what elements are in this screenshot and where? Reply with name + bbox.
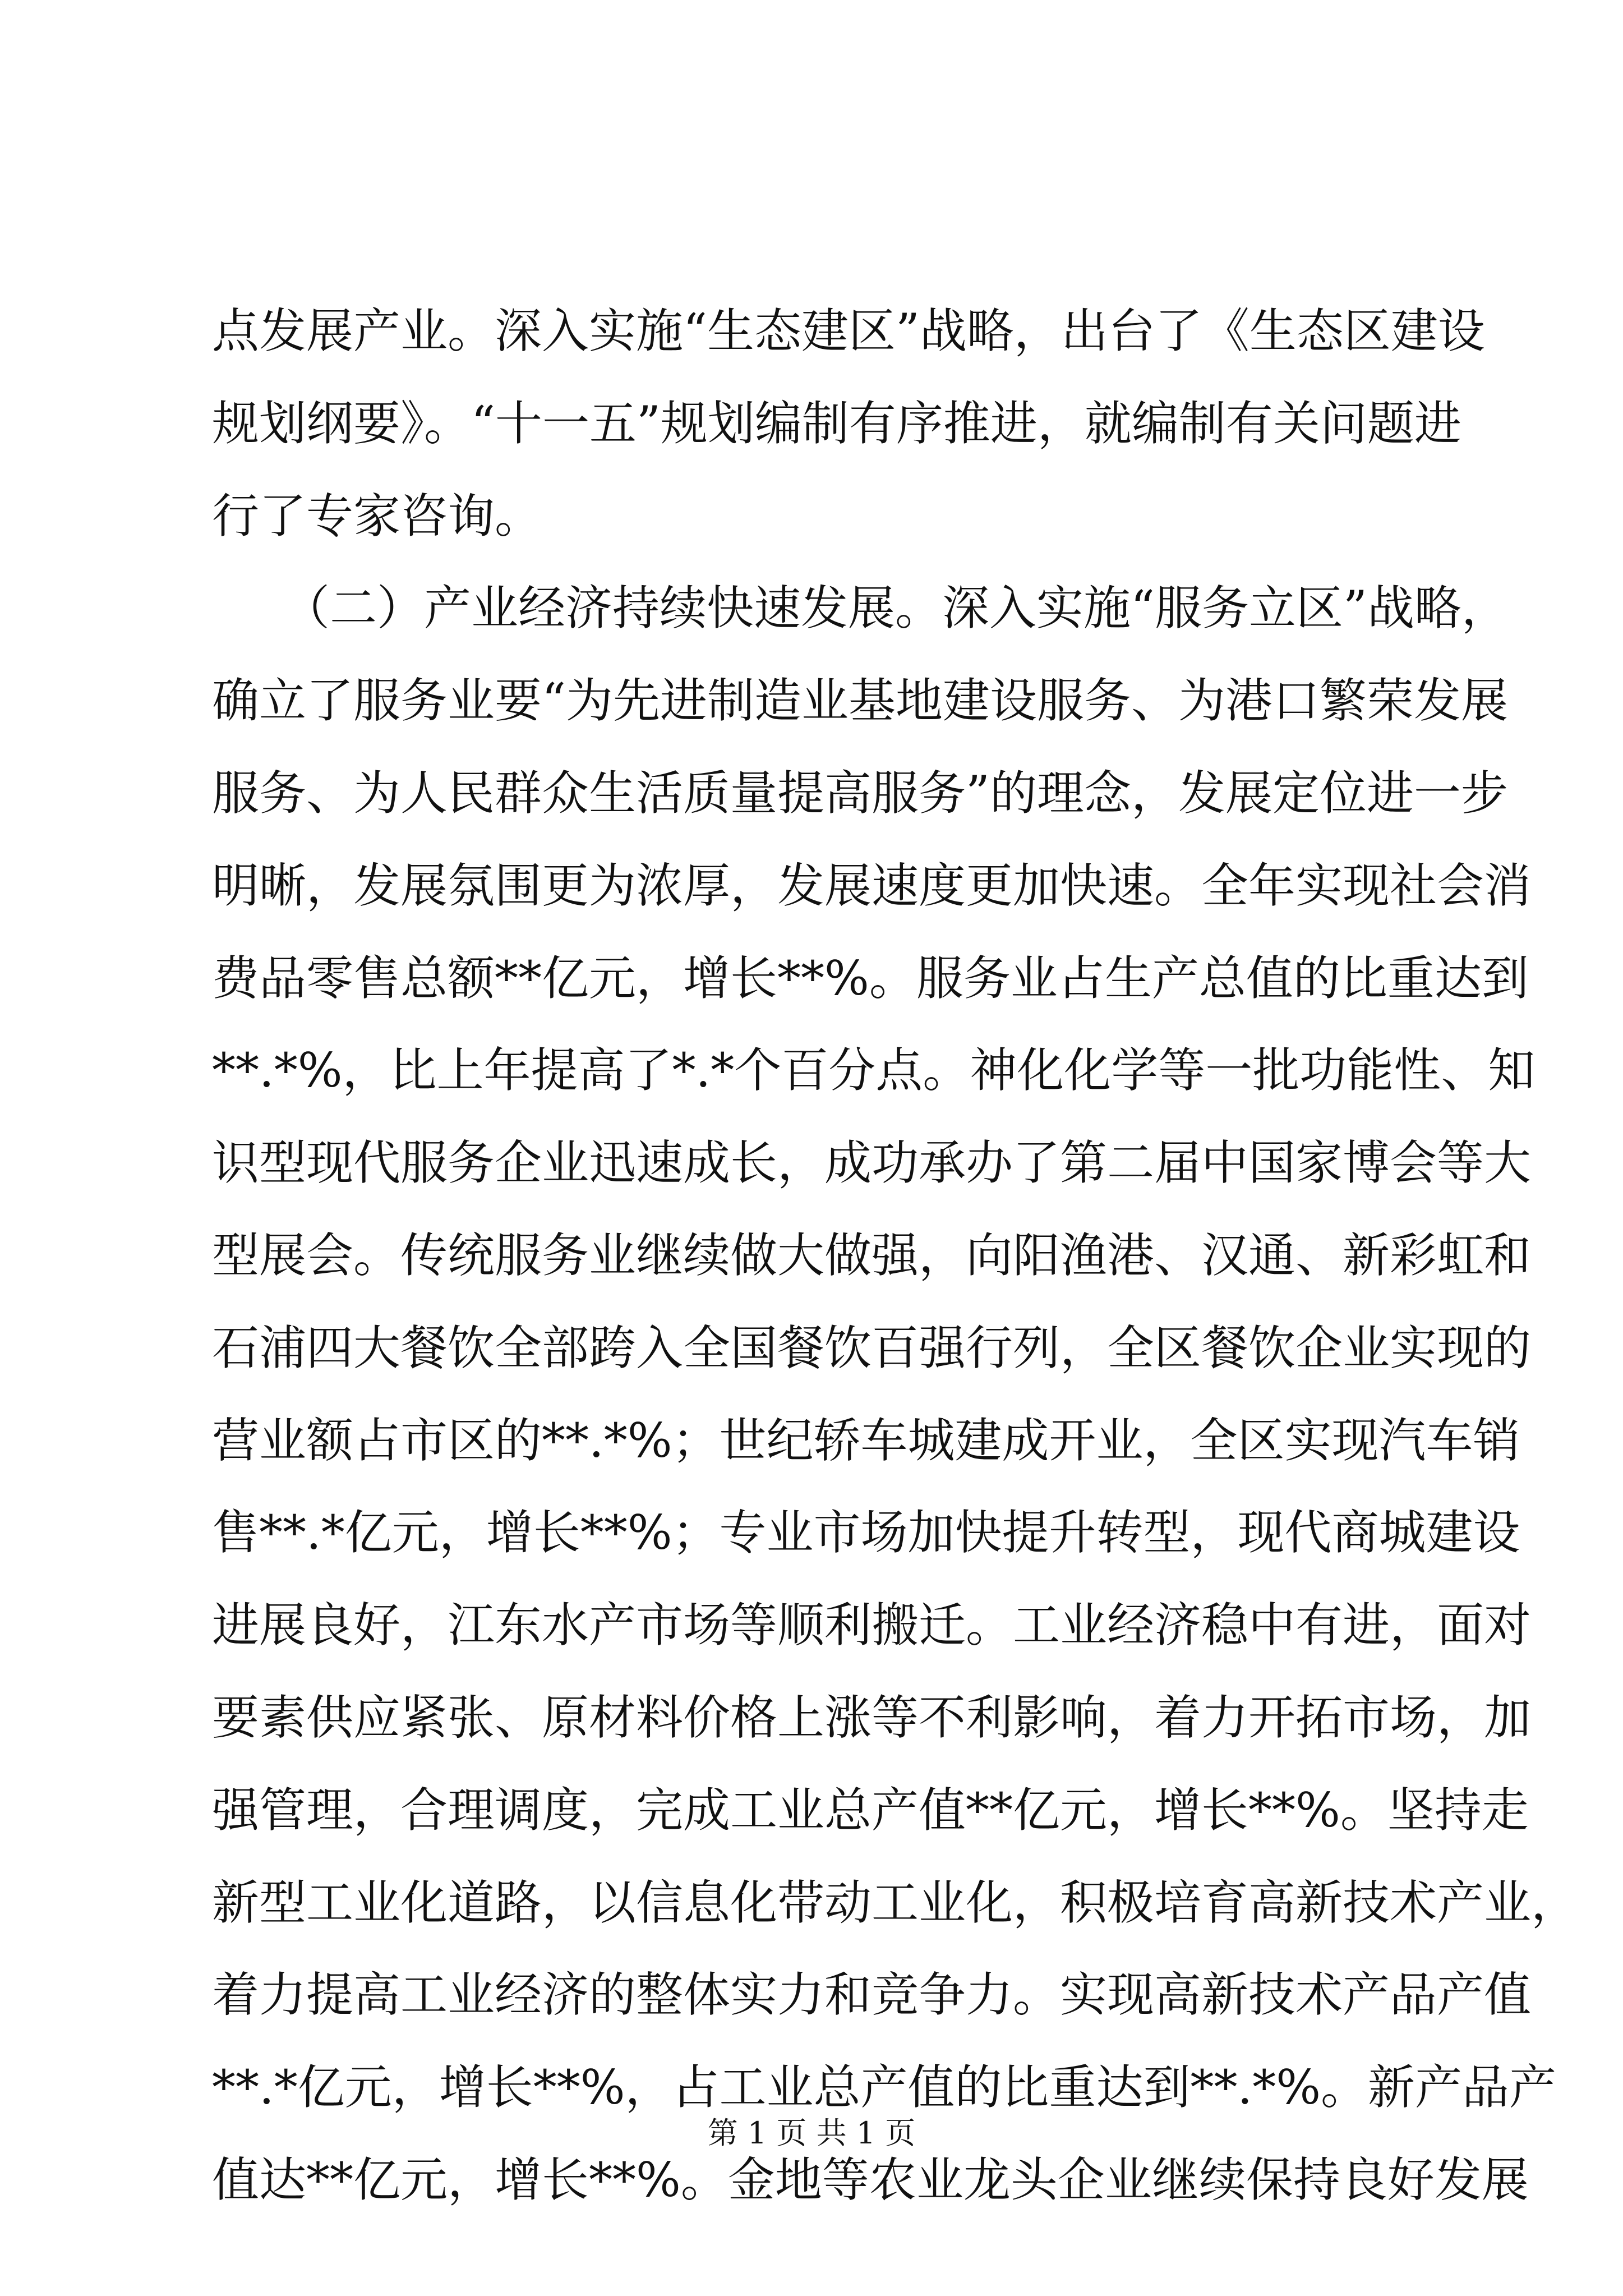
- text-line: 进展良好，江东水产市场等顺利搬迁。工业经济稳中有进，面对: [212, 1598, 1532, 1653]
- text-line: 值达**亿元，增长**%。金地等农业龙头企业继续保持良好发展: [212, 2152, 1529, 2207]
- text-line: 识型现代服务企业迅速成长，成功承办了第二届中国家博会等大: [212, 1135, 1532, 1191]
- text-line: 服务、为人民群众生活质量提高服务”的理念，发展定位进一步: [212, 765, 1508, 821]
- text-line: 点发展产业。深入实施“生态建区”战略，出台了《生态区建设: [212, 303, 1485, 358]
- text-line: 营业额占市区的**.*%；世纪轿车城建成开业，全区实现汽车销: [212, 1412, 1520, 1468]
- text-line: **.*亿元，增长**%，占工业总产值的比重达到**.*%。新产品产: [212, 2060, 1557, 2115]
- text-line: 明晰，发展氛围更为浓厚，发展速度更加快速。全年实现社会消: [212, 858, 1532, 913]
- text-line: 费品零售总额**亿元，增长**%。服务业占生产总值的比重达到: [212, 950, 1529, 1006]
- text-line: 售**.*亿元，增长**%；专业市场加快提升转型，现代商城建设: [212, 1505, 1520, 1561]
- text-line: 规划纲要》。“十一五”规划编制有序推进，就编制有关问题进: [212, 395, 1461, 451]
- text-line: 要素供应紧张、原材料价格上涨等不利影响，着力开拓市场，加: [212, 1690, 1532, 1745]
- text-line: （二）产业经济持续快速发展。深入实施“服务立区”战略，: [212, 581, 1509, 636]
- text-line: 型展会。传统服务业继续做大做强，向阳渔港、汉通、新彩虹和: [212, 1227, 1532, 1283]
- text-line: 确立了服务业要“为先进制造业基地建设服务、为港口繁荣发展: [212, 673, 1508, 729]
- text-line: 行了专家咨询。: [212, 488, 542, 544]
- text-line: **.*%，比上年提高了*.*个百分点。神化化学等一批功能性、知: [212, 1043, 1536, 1098]
- text-line: 新型工业化道路，以信息化带动工业化，积极培育高新技术产业，: [212, 1875, 1579, 1930]
- text-line: 强管理，合理调度，完成工业总产值**亿元，增长**%。坚持走: [212, 1782, 1529, 1838]
- text-line: 着力提高工业经济的整体实力和竞争力。实现高新技术产品产值: [212, 1967, 1532, 2023]
- page-number-footer: 第 1 页 共 1 页: [707, 2115, 916, 2151]
- text-line: 石浦四大餐饮全部跨入全国餐饮百强行列，全区餐饮企业实现的: [212, 1320, 1532, 1375]
- body-text: [212, 285, 1579, 2226]
